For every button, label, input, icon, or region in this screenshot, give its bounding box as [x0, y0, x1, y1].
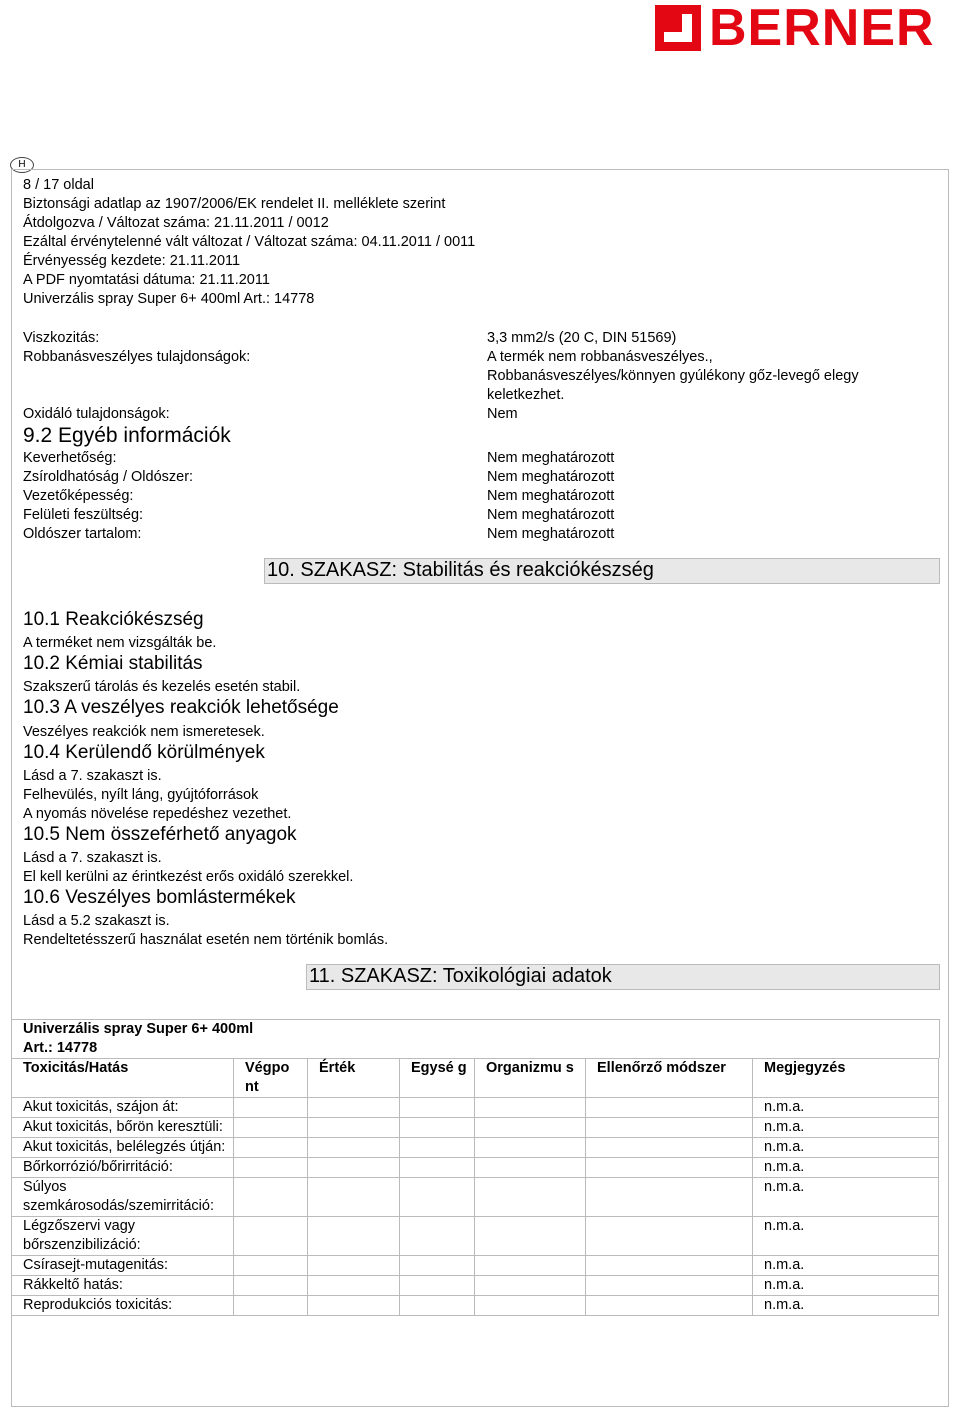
section-11-title: 11. SZAKASZ: Toxikológiai adatok [309, 965, 612, 987]
col-header: Ellenőrző módszer [586, 1059, 753, 1098]
berner-logo [655, 0, 955, 57]
prop-value: 3,3 mm2/s (20 C, DIN 51569) [487, 330, 677, 346]
section-10-title: 10. SZAKASZ: Stabilitás és reakciókészség [267, 559, 654, 581]
superseded-line: Ezáltal érvénytelenné vált változat / Változat száma: 04.11.2011 / 0011 [23, 234, 476, 250]
prop-value: Nem meghatározott [487, 488, 615, 504]
note-cell: n.m.a. [753, 1178, 939, 1217]
subsection-heading: 10.5 Nem összeférhető anyagok [23, 824, 297, 845]
section-11-bar [306, 964, 940, 990]
prop-label: Keverhetőség: [23, 450, 117, 466]
col-header: Egysé g [400, 1059, 475, 1098]
effect-cell: Reprodukciós toxicitás: [12, 1296, 234, 1316]
subsection-heading: 10.4 Kerülendő körülmények [23, 742, 265, 763]
print-date-line: A PDF nyomtatási dátuma: 21.11.2011 [23, 272, 270, 288]
subsection-heading: 10.2 Kémiai stabilitás [23, 653, 203, 674]
prop-label: Oxidáló tulajdonságok: [23, 406, 170, 422]
prop-value: Nem meghatározott [487, 469, 615, 485]
section-10-bar [264, 558, 940, 584]
prop-value: Nem meghatározott [487, 507, 615, 523]
col-header: Toxicitás/Hatás [12, 1059, 234, 1098]
note-cell: n.m.a. [753, 1296, 939, 1316]
effect-cell: Légzőszervi vagy bőrszenzibilizáció: [12, 1217, 234, 1256]
note-cell: n.m.a. [753, 1118, 939, 1138]
product-line: Univerzális spray Super 6+ 400ml Art.: 14778 [23, 291, 315, 307]
table-row [12, 1098, 939, 1118]
note-cell: n.m.a. [753, 1138, 939, 1158]
body-text: Lásd a 5.2 szakaszt is. [23, 913, 170, 929]
col-header: Érték [308, 1059, 400, 1098]
berner-logo-mark [655, 5, 701, 51]
prop-value: A termék nem robbanásveszélyes., [487, 349, 713, 365]
effect-cell: Akut toxicitás, bőrön keresztüli: [12, 1118, 234, 1138]
prop-value: keletkezhet. [487, 387, 565, 403]
brand-name: BERNER [709, 0, 935, 57]
note-cell: n.m.a. [753, 1256, 939, 1276]
body-text: A nyomás növelése repedéshez vezethet. [23, 806, 292, 822]
subsection-heading: 10.1 Reakciókészség [23, 609, 204, 630]
note-cell: n.m.a. [753, 1158, 939, 1178]
effect-cell: Rákkeltő hatás: [12, 1276, 234, 1296]
product-article: Art.: 14778 [23, 1040, 98, 1056]
table-row [12, 1158, 939, 1178]
body-text: Szakszerű tárolás és kezelés esetén stabil. [23, 679, 301, 695]
body-text: Felhevülés, nyílt láng, gyújtóforrások [23, 787, 259, 803]
prop-label: Vezetőképesség: [23, 488, 134, 504]
toxicity-table [11, 1058, 939, 1316]
table-row [12, 1178, 939, 1217]
valid-from-line: Érvényesség kezdete: 21.11.2011 [23, 253, 241, 269]
doc-title: Biztonsági adatlap az 1907/2006/EK rendelet II. melléklete szerint [23, 196, 446, 212]
note-cell: n.m.a. [753, 1276, 939, 1296]
body-text: A terméket nem vizsgálták be. [23, 635, 217, 651]
language-badge: H [10, 157, 34, 173]
table-row [12, 1296, 939, 1316]
prop-value: Nem meghatározott [487, 450, 615, 466]
prop-value: Nem [487, 406, 518, 422]
product-name: Univerzális spray Super 6+ 400ml [23, 1021, 254, 1037]
body-text: El kell kerülni az érintkezést erős oxidáló szerekkel. [23, 869, 354, 885]
prop-value: Nem meghatározott [487, 526, 615, 542]
note-cell: n.m.a. [753, 1217, 939, 1256]
section-heading: 9.2 Egyéb információk [23, 424, 231, 447]
effect-cell: Bőrkorrózió/bőrirritáció: [12, 1158, 234, 1178]
table-row [12, 1138, 939, 1158]
table-row [12, 1217, 939, 1256]
prop-label: Viszkozitás: [23, 330, 100, 346]
page-number: 8 / 17 oldal [23, 177, 94, 193]
revision-line: Átdolgozva / Változat száma: 21.11.2011 / 0012 [23, 215, 329, 231]
col-header: Végpo nt [234, 1059, 308, 1098]
note-cell: n.m.a. [753, 1098, 939, 1118]
effect-cell: Akut toxicitás, belélegzés útján: [12, 1138, 234, 1158]
effect-cell: Akut toxicitás, szájon át: [12, 1098, 234, 1118]
effect-cell: Csírasejt-mutagenitás: [12, 1256, 234, 1276]
subsection-heading: 10.3 A veszélyes reakciók lehetősége [23, 697, 339, 718]
prop-label: Robbanásveszélyes tulajdonságok: [23, 349, 251, 365]
table-row [12, 1118, 939, 1138]
prop-label: Zsíroldhatóság / Oldószer: [23, 469, 194, 485]
prop-label: Oldószer tartalom: [23, 526, 142, 542]
subsection-heading: 10.6 Veszélyes bomlástermékek [23, 887, 296, 908]
effect-cell: Súlyos szemkárosodás/szemirritáció: [12, 1178, 234, 1217]
prop-value: Robbanásveszélyes/könnyen gyúlékony gőz-levegő elegy [487, 368, 859, 384]
body-text: Lásd a 7. szakaszt is. [23, 850, 162, 866]
col-header: Megjegyzés [753, 1059, 939, 1098]
prop-label: Felületi feszültség: [23, 507, 144, 523]
body-text: Veszélyes reakciók nem ismeretesek. [23, 724, 265, 740]
body-text: Lásd a 7. szakaszt is. [23, 768, 162, 784]
col-header: Organizmu s [475, 1059, 586, 1098]
table-row [12, 1276, 939, 1296]
table-row [12, 1256, 939, 1276]
body-text: Rendeltetésszerű használat esetén nem történik bomlás. [23, 932, 389, 948]
